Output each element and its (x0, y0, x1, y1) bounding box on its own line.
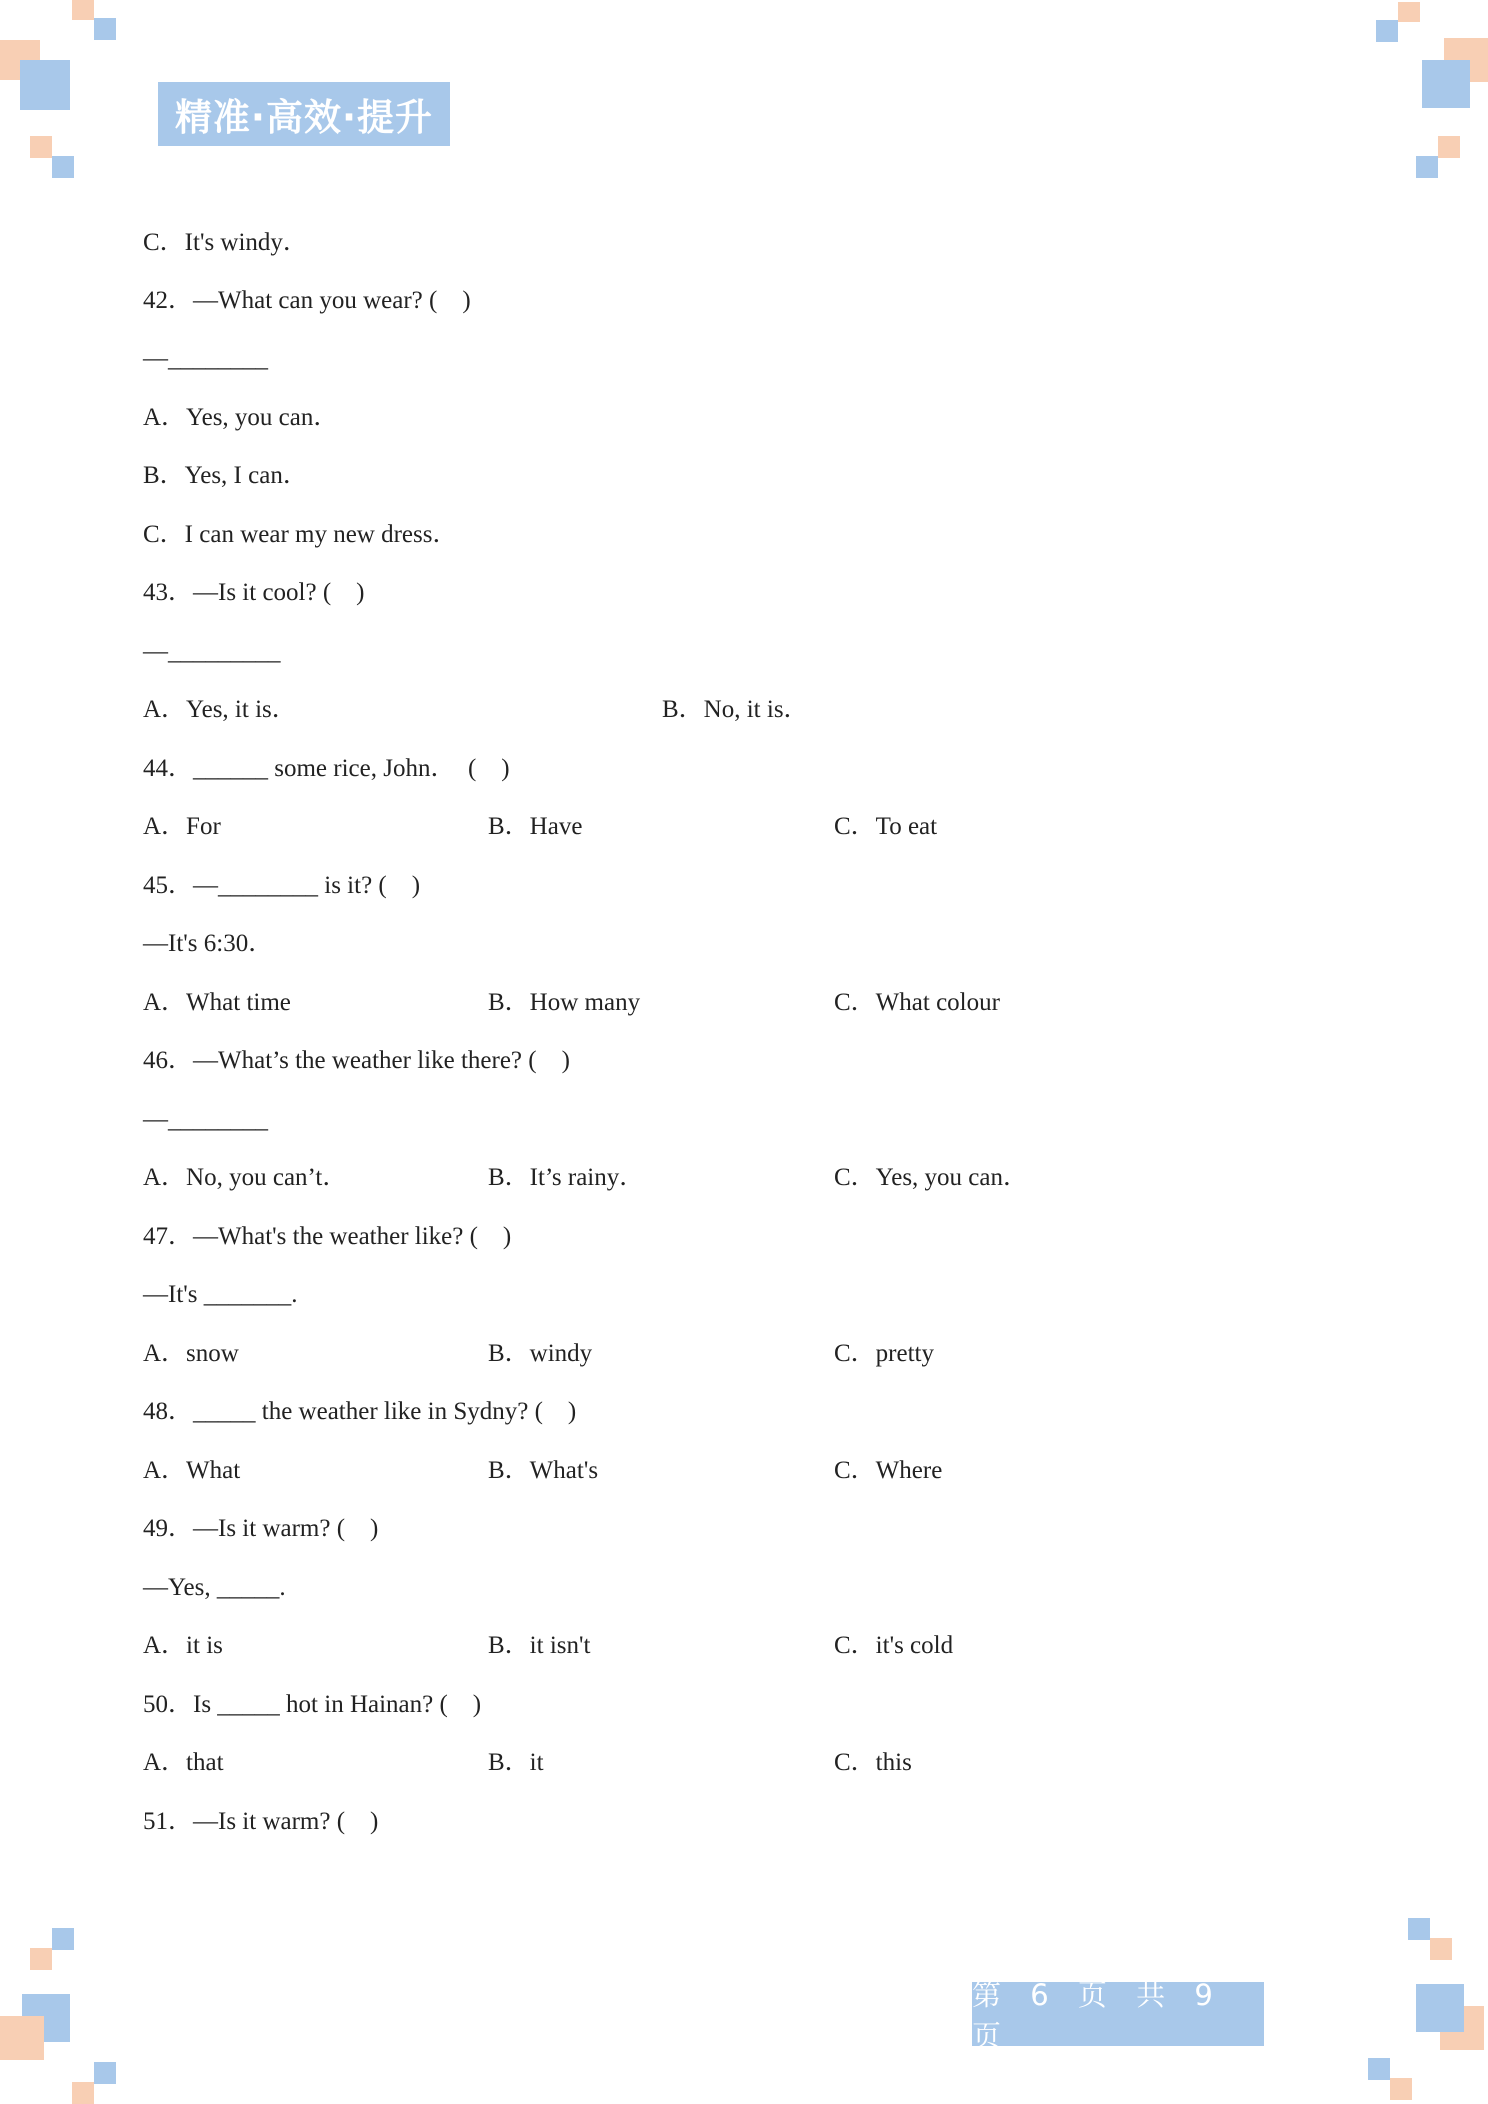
option-b: B．windy (488, 1340, 593, 1367)
option-line: C．I can wear my new dress． (143, 521, 458, 548)
question-49: 49．—Is it warm? ( ) (143, 1515, 379, 1542)
option-a: A．it is (143, 1632, 223, 1659)
answer-blank: —________ (143, 345, 268, 372)
question-46: 46．—What’s the weather like there? ( ) (143, 1047, 570, 1074)
question-43: 43．—Is it cool? ( ) (143, 579, 365, 606)
option-b: B．Have (488, 813, 583, 840)
question-47: 47．—What's the weather like? ( ) (143, 1223, 512, 1250)
option-c: C．this (834, 1749, 912, 1776)
option-c: C．pretty (834, 1340, 934, 1367)
answer-line: —It's _______. (143, 1281, 298, 1308)
answer-blank: —_________ (143, 638, 281, 665)
option-b: B．it (488, 1749, 544, 1776)
option-a: A．What time (143, 989, 291, 1016)
option-line: B．Yes, I can． (143, 462, 308, 489)
option-a: A．No, you can’t． (143, 1164, 348, 1191)
question-48: 48．_____ the weather like in Sydny? ( ) (143, 1398, 577, 1425)
page-number-label: 第 6 页 共 9 页 (972, 1982, 1264, 2046)
option-a: A．What (143, 1457, 241, 1484)
option-line: A．Yes, you can． (143, 404, 339, 431)
option-c: C．Where (834, 1457, 943, 1484)
option-b: B．What's (488, 1457, 599, 1484)
option-a: A．that (143, 1749, 224, 1776)
option-b: B．How many (488, 989, 641, 1016)
answer-line: —Yes, _____. (143, 1574, 286, 1601)
option-b: B．No, it is． (662, 696, 809, 723)
question-50: 50．Is _____ hot in Hainan? ( ) (143, 1691, 482, 1718)
option-b: B．It’s rainy． (488, 1164, 645, 1191)
question-51: 51．—Is it warm? ( ) (143, 1808, 379, 1835)
option-c: C．Yes, you can． (834, 1164, 1028, 1191)
option-c: C．To eat (834, 813, 938, 840)
question-42: 42．—What can you wear? ( ) (143, 287, 471, 314)
option-c: C．it's cold (834, 1632, 954, 1659)
question-44: 44．______ some rice, John． ( ) (143, 755, 510, 782)
header-banner: 精准·高效·提升 (158, 82, 450, 146)
answer-blank: —________ (143, 1106, 268, 1133)
option-line: C．It's windy． (143, 229, 308, 256)
question-45: 45．—________ is it? ( ) (143, 872, 421, 899)
answer-line: —It's 6:30． (143, 930, 274, 957)
option-a: A．Yes, it is． (143, 696, 297, 723)
option-a: A．snow (143, 1340, 239, 1367)
option-c: C．What colour (834, 989, 1000, 1016)
option-b: B．it isn't (488, 1632, 591, 1659)
option-a: A．For (143, 813, 221, 840)
